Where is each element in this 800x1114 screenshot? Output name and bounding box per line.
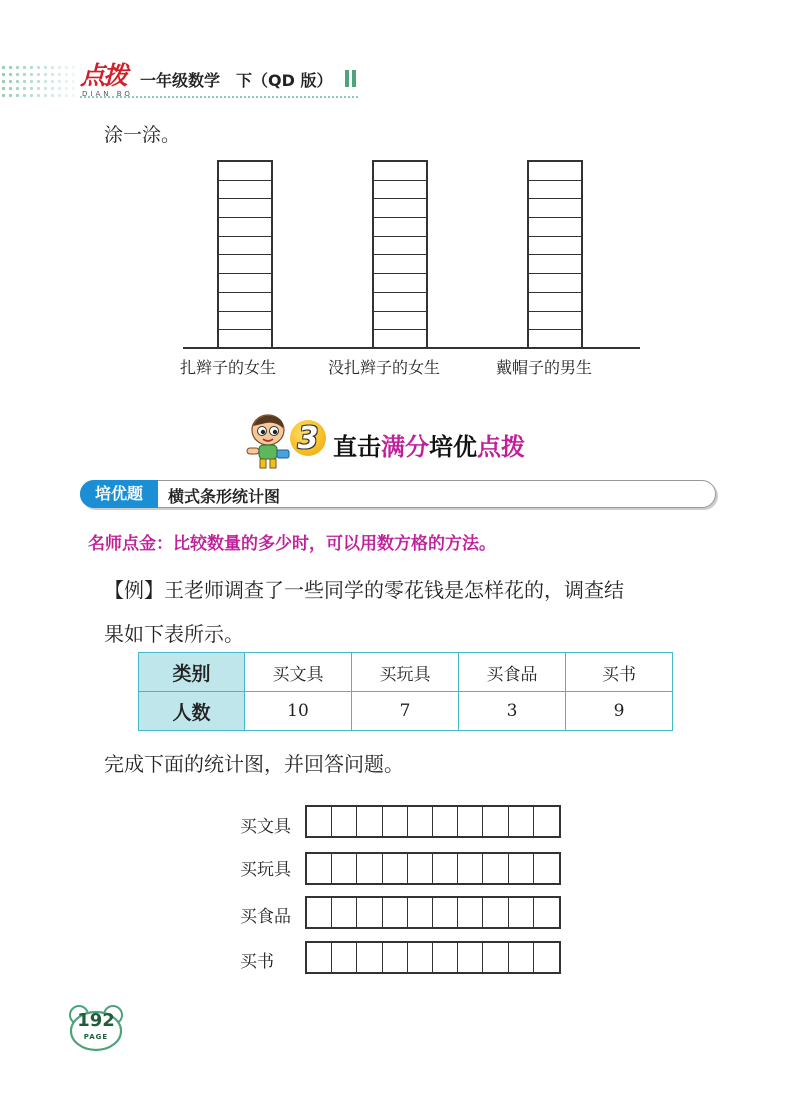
topic-tag: 培优题	[80, 480, 158, 508]
table-cell: 10	[245, 692, 352, 731]
section-title-part: 培优	[429, 433, 477, 461]
hchart-row-label: 买玩具	[240, 860, 291, 880]
hchart-row-label: 买食品	[240, 907, 291, 927]
bar-column-3	[527, 160, 583, 347]
section-title	[333, 427, 525, 462]
category-label: 扎辫子的女生	[180, 358, 277, 377]
row-header: 类别	[139, 653, 245, 692]
logo-text: 点拨	[80, 61, 127, 90]
book-title: 一年级数学 下（QD 版）	[140, 71, 333, 90]
hchart-row-books	[305, 941, 561, 974]
chart-baseline	[183, 347, 640, 349]
table-row	[139, 692, 673, 731]
category-label: 没扎辫子的女生	[328, 358, 441, 377]
row-header: 人数	[139, 692, 245, 731]
header-decoration-fade	[0, 64, 78, 100]
topic-title: 横式条形统计图	[168, 487, 281, 506]
page-word: PAGE	[83, 1033, 109, 1041]
section-title-part: 直击	[333, 433, 381, 461]
section-title-part: 点拨	[477, 433, 525, 461]
table-cell: 7	[352, 692, 459, 731]
hchart-row-toys	[305, 852, 561, 885]
bar-column-1	[217, 160, 273, 347]
hchart-row-food	[305, 896, 561, 929]
tip-text: 比较数量的多少时，可以用数方格的方法。	[173, 534, 496, 554]
table-cell: 买食品	[459, 653, 566, 692]
section-title-part: 满分	[381, 433, 429, 461]
table-cell: 买书	[566, 653, 673, 692]
exercise-instruction: 涂一涂。	[104, 124, 181, 146]
section-number-badge: 3	[290, 420, 326, 456]
hchart-row-stationery	[305, 805, 561, 838]
bar-column-2	[372, 160, 428, 347]
mascot-icon	[240, 412, 296, 470]
logo-subtext: DIAN BO	[82, 90, 133, 98]
page-number: 192	[77, 1010, 115, 1031]
example-text-line-1: 【例】王老师调查了一些同学的零花钱是怎样花的，调查结	[104, 578, 624, 602]
survey-table	[138, 652, 673, 731]
hchart-row-label: 买文具	[240, 817, 291, 837]
brand-logo	[80, 62, 136, 96]
table-cell: 买玩具	[352, 653, 459, 692]
hchart-row-label: 买书	[240, 952, 274, 972]
header-divider	[80, 96, 358, 98]
task-instruction: 完成下面的统计图，并回答问题。	[104, 752, 404, 776]
example-text-line-2: 果如下表所示。	[104, 622, 244, 646]
table-row	[139, 653, 673, 692]
table-cell: 9	[566, 692, 673, 731]
header-bars	[345, 70, 359, 91]
category-label: 戴帽子的男生	[496, 358, 593, 377]
teacher-tip	[88, 529, 496, 554]
table-cell: 买文具	[245, 653, 352, 692]
tip-label: 名师点金：	[88, 534, 173, 554]
table-cell: 3	[459, 692, 566, 731]
